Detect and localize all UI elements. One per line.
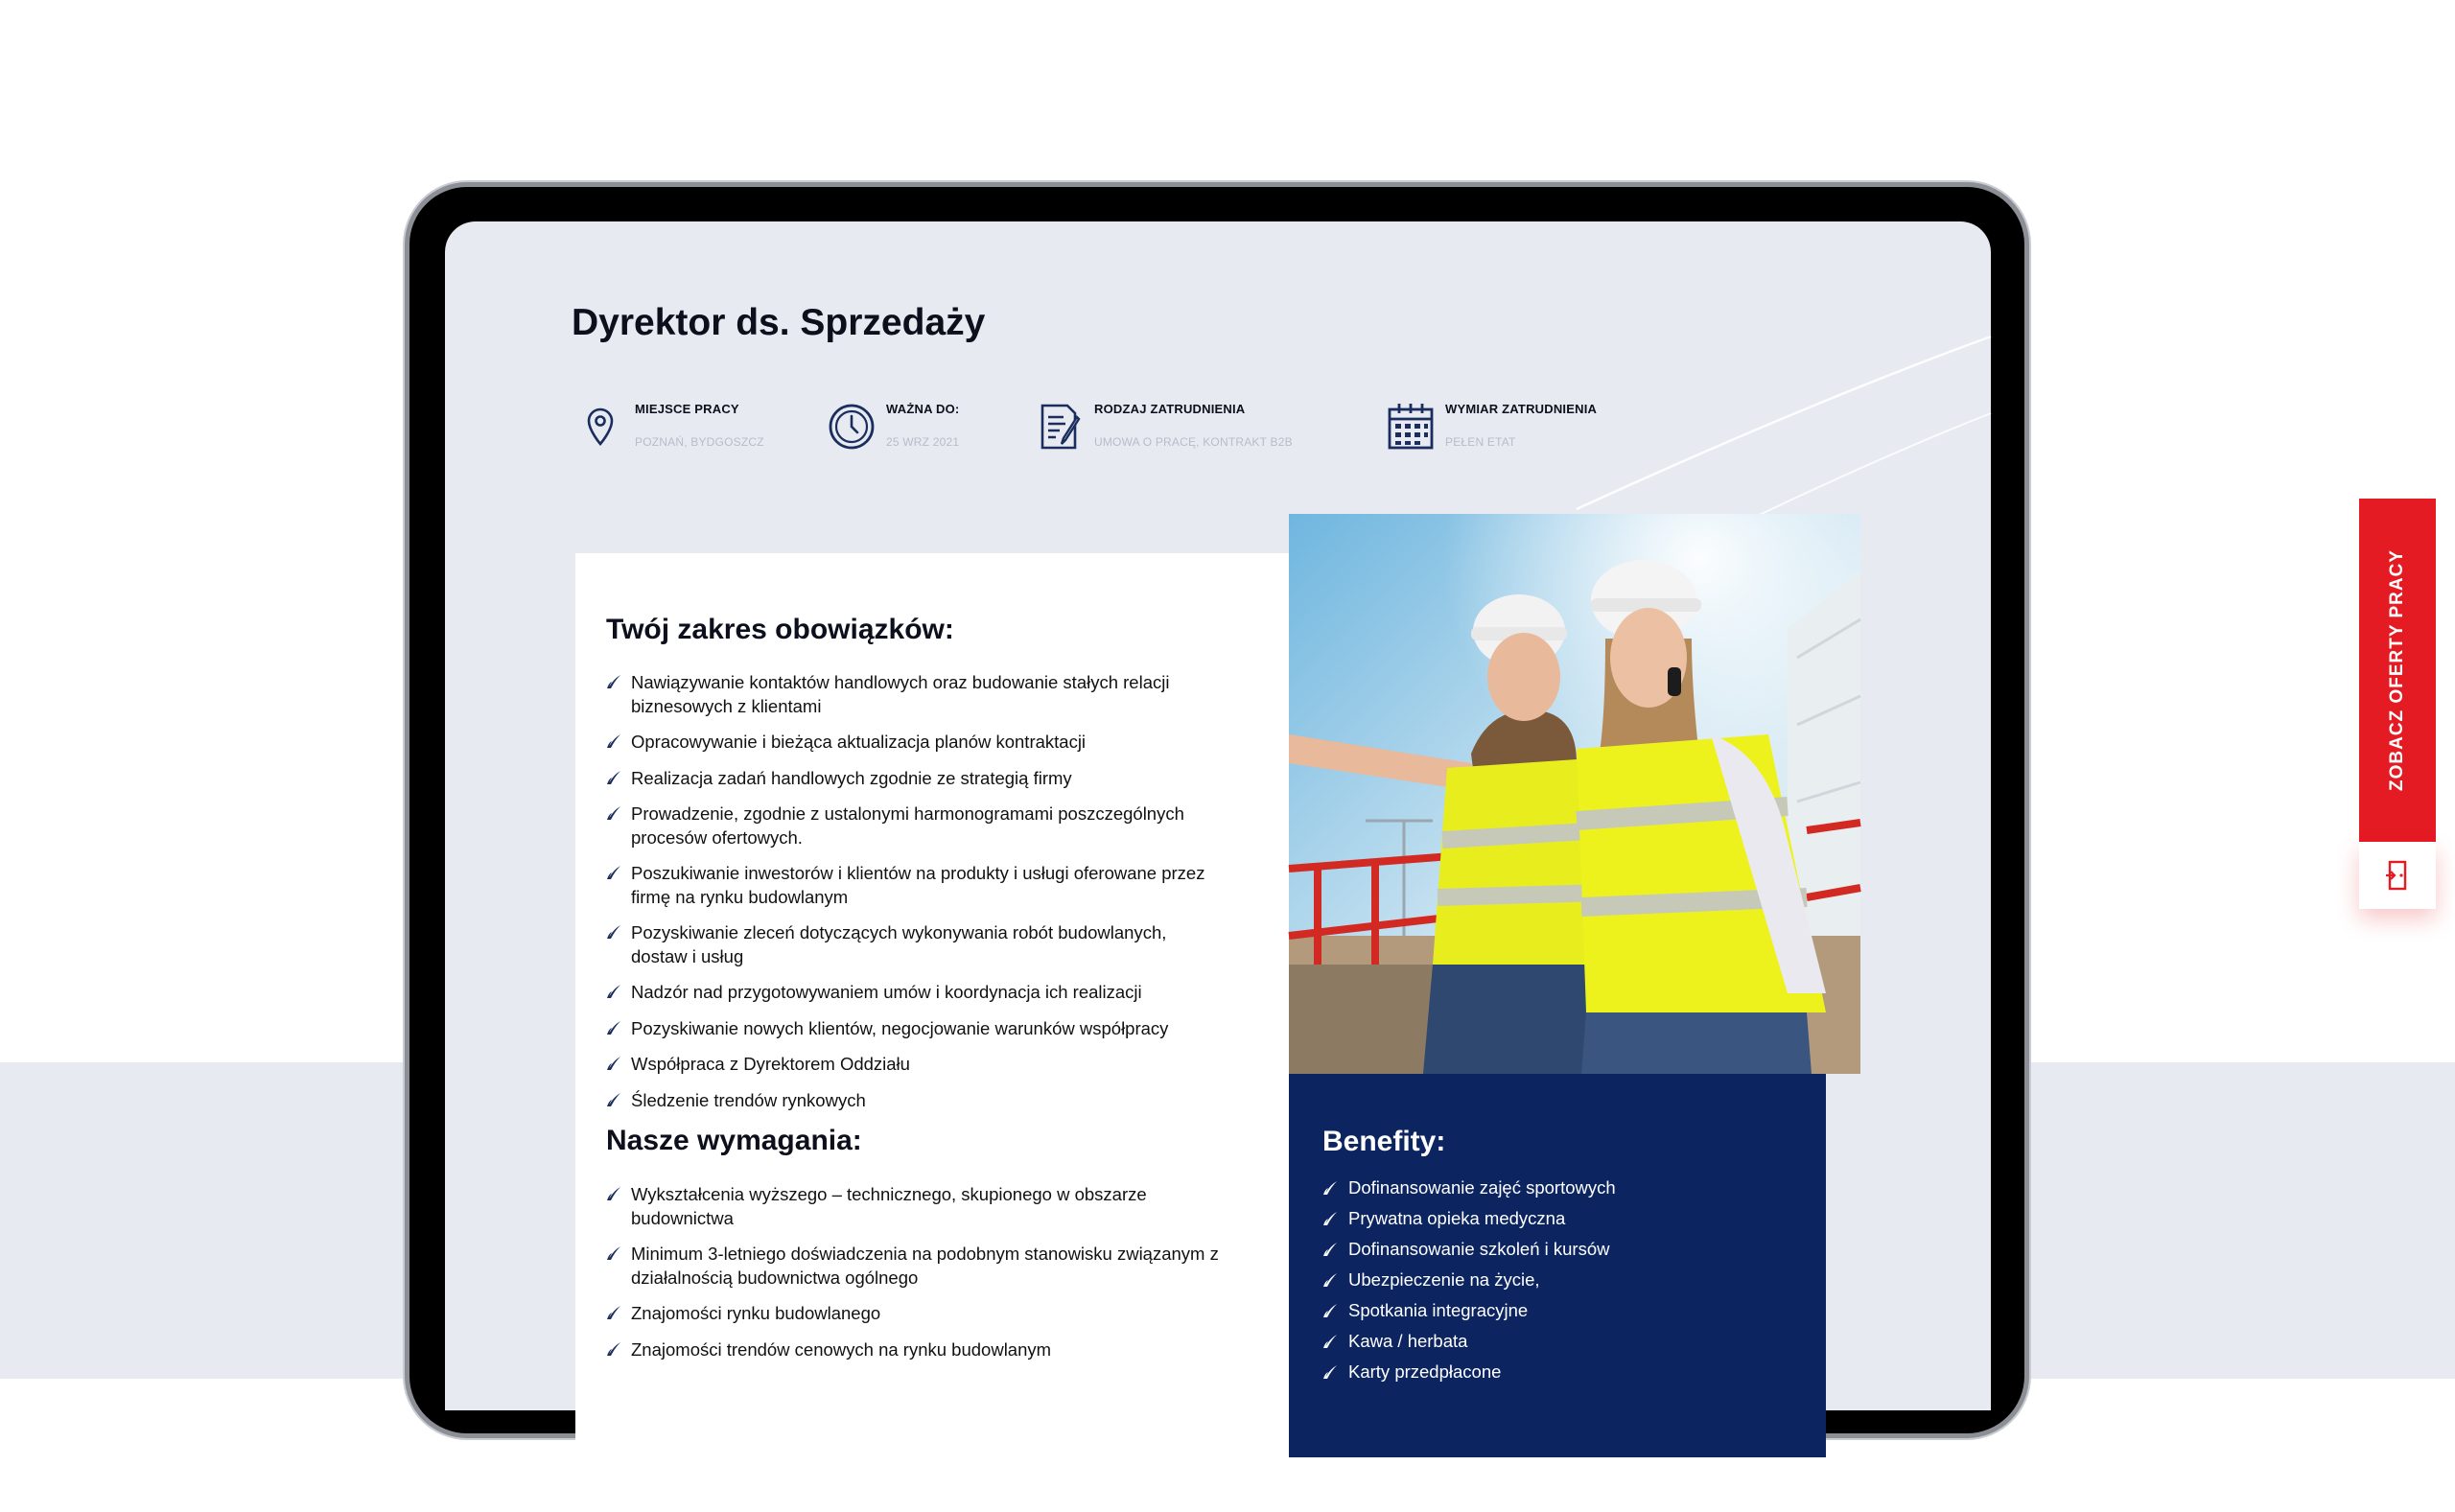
check-icon xyxy=(1322,1364,1338,1380)
check-icon xyxy=(606,1092,621,1107)
list-item-text: Wykształcenia wyższego – technicznego, skupionego w obszarze budownictwa xyxy=(631,1184,1147,1228)
check-icon xyxy=(1322,1242,1338,1257)
list-item xyxy=(606,1243,1220,1290)
check-icon xyxy=(606,805,621,821)
list-item-text: Znajomości rynku budowlanego xyxy=(631,1303,881,1323)
meta-label: RODZAJ ZATRUDNIENIA xyxy=(1094,402,1246,416)
meta-location xyxy=(572,398,764,455)
list-item xyxy=(606,731,1220,755)
list-item-text: Śledzenie trendów rynkowych xyxy=(631,1089,866,1110)
list-item-text: Ubezpieczenie na życie, xyxy=(1348,1269,1540,1290)
see-job-offers-button[interactable] xyxy=(2359,499,2436,842)
list-item xyxy=(606,1183,1220,1230)
list-item-text: Nawiązywanie kontaktów handlowych oraz budowanie stałych relacji biznesowych z klientami xyxy=(631,672,1170,716)
workers-photo xyxy=(1289,514,1860,1074)
list-item xyxy=(1322,1300,1616,1321)
meta-contract-type xyxy=(1031,398,1293,455)
meta-work-time xyxy=(1382,398,1597,455)
list-item-text: Współpraca z Dyrektorem Oddziału xyxy=(631,1054,910,1074)
construction-workers-image xyxy=(1289,514,1860,1074)
list-item xyxy=(606,921,1220,968)
list-item-text: Kawa / herbata xyxy=(1348,1331,1468,1351)
map-pin-icon xyxy=(572,398,629,455)
calendar-icon xyxy=(1382,398,1439,455)
list-item xyxy=(606,803,1220,849)
list-item-text: Prywatna opieka medyczna xyxy=(1348,1208,1566,1228)
duties-list xyxy=(606,671,1220,1125)
contract-document-icon xyxy=(1031,398,1088,455)
list-item xyxy=(606,1017,1220,1041)
benefits-list xyxy=(1322,1177,1616,1392)
job-title: Dyrektor ds. Sprzedaży xyxy=(572,302,986,343)
list-item-text: Realizacja zadań handlowych zgodnie ze strategią firmy xyxy=(631,767,1072,788)
meta-value: POZNAŃ, BYDGOSZCZ xyxy=(635,435,764,449)
list-item xyxy=(606,1302,1220,1326)
list-item xyxy=(606,1089,1220,1113)
list-item-text: Minimum 3-letniego doświadczenia na podobnym stanowisku związanym z działalnością budownictwa ogólnego xyxy=(631,1244,1219,1288)
list-item xyxy=(1322,1361,1616,1383)
list-item-text: Poszukiwanie inwestorów i klientów na produkty i usługi oferowane przez firmę na rynku budowlanym xyxy=(631,863,1205,907)
meta-value: UMOWA O PRACĘ, KONTRAKT B2B xyxy=(1094,435,1293,449)
check-icon xyxy=(606,1186,621,1201)
duties-heading: Twój zakres obowiązków: xyxy=(606,614,954,645)
check-icon xyxy=(606,865,621,880)
check-icon xyxy=(606,1341,621,1357)
requirements-heading: Nasze wymagania: xyxy=(606,1125,862,1156)
see-job-offers-label: ZOBACZ OFERTY PRACY xyxy=(2387,549,2407,791)
clock-icon xyxy=(823,398,880,455)
list-item xyxy=(606,1053,1220,1077)
list-item xyxy=(606,767,1220,791)
list-item-text: Pozyskiwanie nowych klientów, negocjowanie warunków współpracy xyxy=(631,1017,1169,1038)
list-item-text: Nadzór nad przygotowywaniem umów i koordynacja ich realizacji xyxy=(631,982,1142,1002)
check-icon xyxy=(1322,1334,1338,1349)
requirements-list xyxy=(606,1183,1220,1374)
check-icon xyxy=(606,674,621,689)
list-item xyxy=(1322,1331,1616,1352)
list-item-text: Opracowywanie i bieżąca aktualizacja planów kontraktacji xyxy=(631,732,1087,752)
list-item-text: Dofinansowanie szkoleń i kursów xyxy=(1348,1239,1610,1259)
check-icon xyxy=(606,924,621,940)
meta-label: MIEJSCE PRACY xyxy=(635,402,739,416)
check-icon xyxy=(606,733,621,749)
benefits-heading: Benefity: xyxy=(1322,1126,1446,1157)
list-item xyxy=(606,671,1220,718)
check-icon xyxy=(1322,1272,1338,1288)
door-exit-button[interactable] xyxy=(2359,842,2436,909)
door-exit-icon xyxy=(2383,859,2412,892)
benefits-panel xyxy=(1289,1074,1826,1457)
check-icon xyxy=(606,984,621,999)
meta-value: 25 WRZ 2021 xyxy=(886,435,960,449)
check-icon xyxy=(606,1305,621,1320)
list-item xyxy=(1322,1208,1616,1229)
check-icon xyxy=(1322,1180,1338,1196)
check-icon xyxy=(1322,1211,1338,1226)
list-item xyxy=(1322,1177,1616,1198)
check-icon xyxy=(606,770,621,785)
list-item xyxy=(606,981,1220,1005)
list-item xyxy=(1322,1269,1616,1291)
check-icon xyxy=(606,1056,621,1071)
check-icon xyxy=(1322,1303,1338,1318)
meta-label: WAŻNA DO: xyxy=(886,402,960,416)
meta-label: WYMIAR ZATRUDNIENIA xyxy=(1445,402,1598,416)
list-item xyxy=(606,1338,1220,1362)
tablet-screen xyxy=(445,221,2407,1410)
list-item-text: Pozyskiwanie zleceń dotyczących wykonywania robót budowlanych, dostaw i usług xyxy=(631,922,1167,966)
list-item xyxy=(1322,1239,1616,1260)
list-item-text: Karty przedpłacone xyxy=(1348,1361,1502,1382)
list-item-text: Dofinansowanie zajęć sportowych xyxy=(1348,1177,1616,1198)
list-item-text: Prowadzenie, zgodnie z ustalonymi harmonogramami poszczególnych procesów ofertowych. xyxy=(631,803,1184,848)
meta-valid-until xyxy=(823,398,959,455)
check-icon xyxy=(606,1245,621,1261)
list-item xyxy=(606,862,1220,909)
list-item-text: Znajomości trendów cenowych na rynku budowlanym xyxy=(631,1338,1052,1360)
check-icon xyxy=(606,1020,621,1035)
list-item-text: Spotkania integracyjne xyxy=(1348,1300,1529,1320)
meta-value: PEŁEN ETAT xyxy=(1445,435,1516,449)
